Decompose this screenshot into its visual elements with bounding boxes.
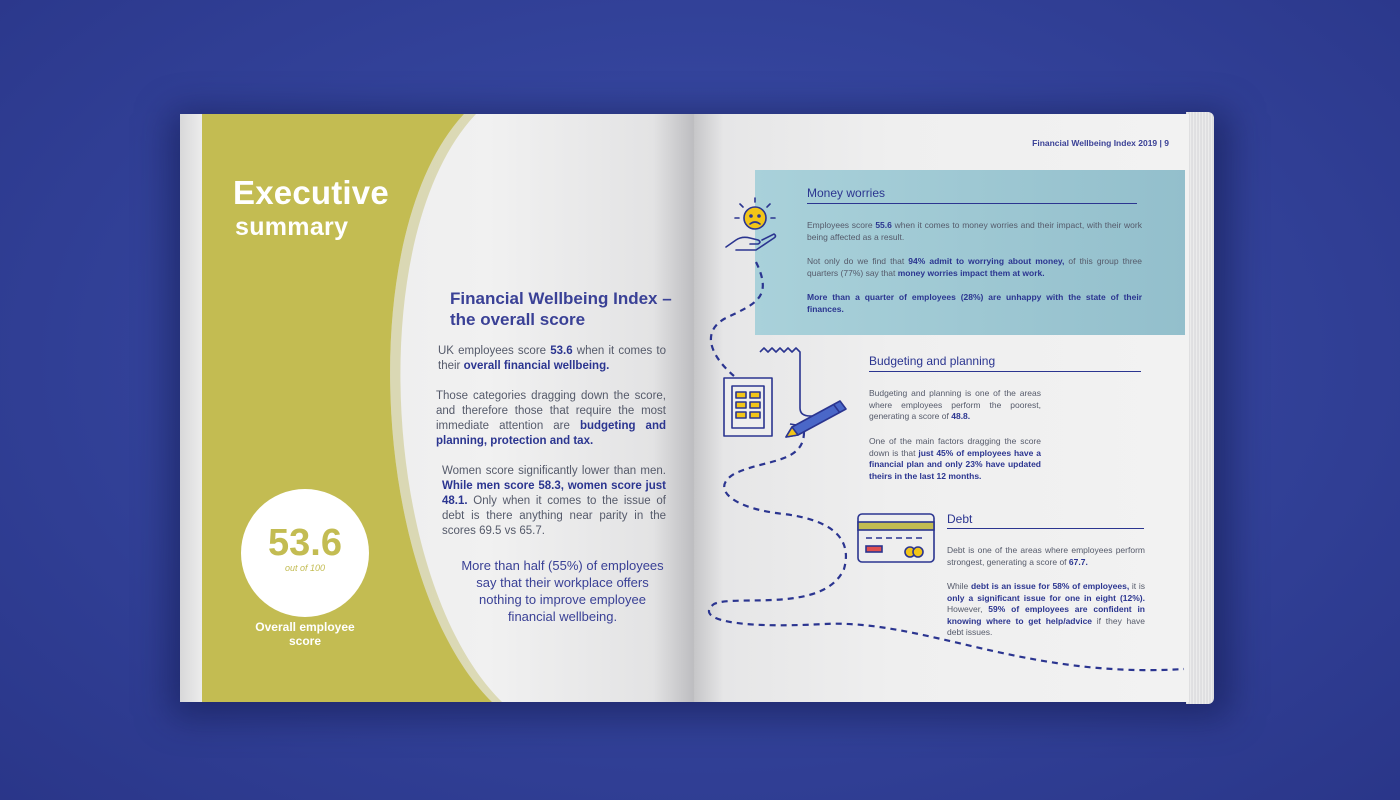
left-page — [180, 114, 694, 702]
pull-quote: More than half (55%) of employees say that their workplace offers nothing to improve employee financial wellbeing. — [461, 558, 664, 624]
section-title-budgeting: Budgeting and planning — [869, 354, 996, 368]
paragraph-debt-2: While debt is an issue for 58% of employees, it is only a significant issue for one in eight (12%). However, 59% of employees are confident in knowing where to get help/advice if they have debt issues. — [947, 581, 1145, 637]
right-page — [694, 114, 1189, 702]
running-header: Financial Wellbeing Index 2019 | 9 — [1032, 138, 1169, 148]
section-title-money-worries: Money worries — [807, 186, 886, 200]
sad-face-hand-icon — [722, 192, 782, 262]
divider — [947, 528, 1144, 529]
score-circle — [241, 489, 369, 617]
divider — [807, 203, 1137, 204]
divider — [869, 371, 1141, 372]
section-heading: Financial Wellbeing Index – the overall score — [450, 289, 672, 329]
paragraph-budgeting-1: Budgeting and planning is one of the areas where employees perform the poorest, generating a score of 48.8. — [869, 388, 1041, 421]
paragraph-debt-1: Debt is one of the areas where employees perform strongest, generating a score of 67.7. — [947, 545, 1145, 567]
credit-card-icon — [854, 510, 938, 566]
page-subtitle: summary — [235, 213, 349, 241]
section-title-debt: Debt — [947, 512, 973, 526]
paragraph-budgeting-2: One of the main factors dragging the score down is that just 45% of employees have a financial plan and only 23% have updated theirs in the last 12 months. — [869, 436, 1041, 481]
score-label: Overall employee score — [255, 620, 355, 648]
overall-score: 53.6 — [268, 522, 342, 564]
page-stack-edge — [1186, 112, 1214, 704]
page-edge — [180, 114, 202, 702]
paragraph-money-2: Not only do we find that 94% admit to worrying about money, of this group three quarters (77%) say that money worries impact them at work. — [807, 256, 1142, 278]
paragraph-categories: Those categories dragging down the score, and therefore those that require the most immediate attention are budgeting and planning, protection and tax. — [436, 390, 666, 447]
page-title: Executive — [233, 174, 389, 211]
paragraph-money-3: More than a quarter of employees (28%) are unhappy with the state of their finances. — [807, 292, 1142, 314]
paragraph-overall: UK employees score 53.6 when it comes to their overall financial wellbeing. — [438, 345, 667, 372]
paragraph-gender: Women score significantly lower than men. While men score 58.3, women score just 48.1. Only when it comes to the issue of debt is there anything near parity in the scores 69.5 vs 65.7. — [442, 465, 666, 537]
paragraph-money-1: Employees score 55.6 when it comes to money worries and their impact, with their work being affected as a result. — [807, 220, 1142, 242]
pencil-icon — [782, 397, 852, 442]
score-caption: out of 100 — [284, 563, 326, 573]
